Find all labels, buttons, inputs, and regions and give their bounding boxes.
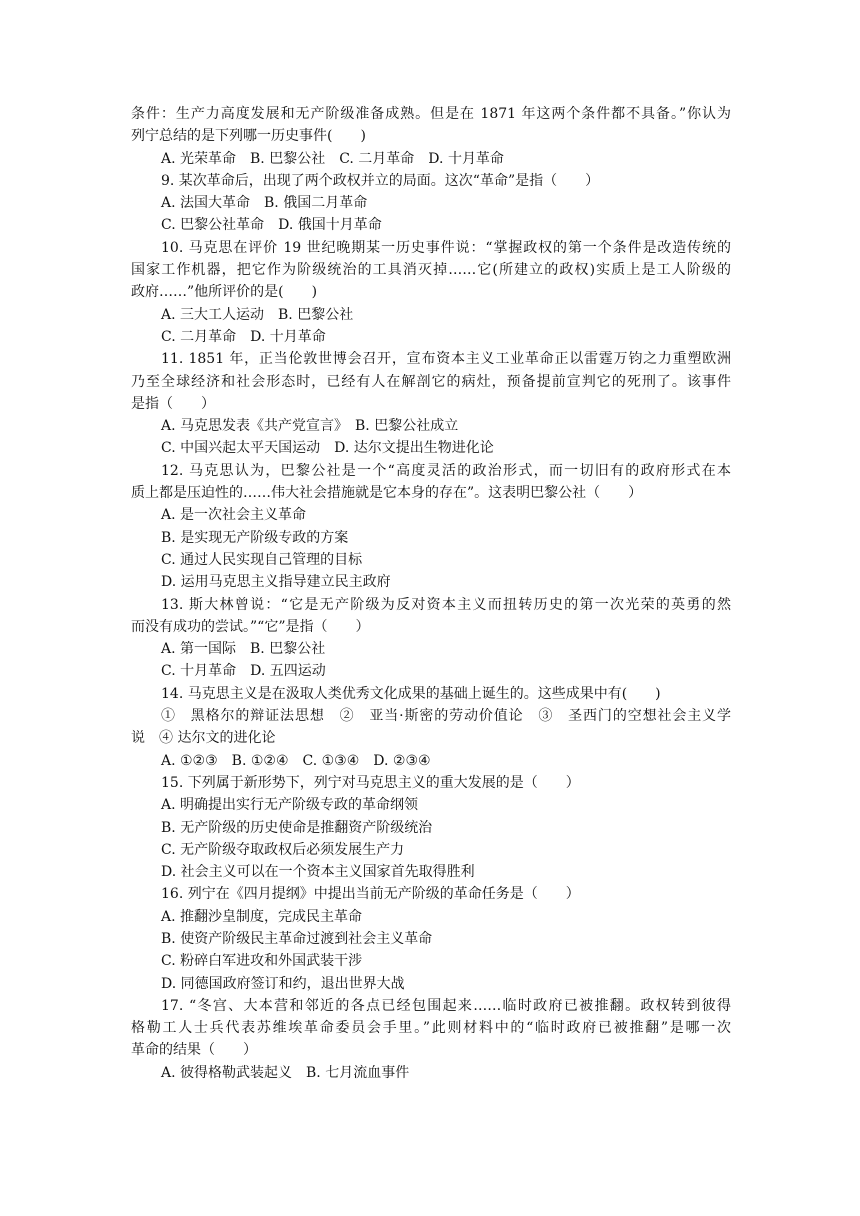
text-line: 条件：生产力高度发展和无产阶级准备成熟。但是在 1871 年这两个条件都不具备。”你认为 (131, 106, 731, 122)
text-line: A. 推翻沙皇制度，完成民主革命 (161, 908, 363, 925)
text-line: 乃至全球经济和社会形态时，已经有人在解剖它的病灶，预备提前宣判它的死刑了。该事件 (131, 373, 731, 390)
text-line: 15. 下列属于新形势下，列宁对马克思主义的重大发展的是（ ） (161, 774, 580, 791)
text-line: D. 社会主义可以在一个资本主义国家首先取得胜利 (161, 864, 475, 881)
text-line: 是指（ ） (131, 395, 215, 412)
text-line: 11. 1851 年，正当伦敦世博会召开，宣布资本主义工业革命正以雷霆万钧之力重塑欧洲 (161, 351, 731, 368)
text-line: B. 无产阶级的历史使命是推翻资产阶级统治 (161, 819, 433, 836)
text-line: 14. 马克思主义是在汲取人类优秀文化成果的基础上诞生的。这些成果中有( ) (161, 685, 661, 702)
text-line: B. 是实现无产阶级专政的方案 (161, 529, 349, 546)
text-line: A. 马克思发表《共产党宣言》 B. 巴黎公社成立 (161, 418, 459, 435)
text-line: D. 运用马克思主义指导建立民主政府 (161, 574, 391, 591)
text-line: 革命的结果（ ） (131, 1042, 257, 1059)
text-line: 说 ④ 达尔文的进化论 (131, 730, 276, 747)
text-line: D. 同德国政府签订和约，退出世界大战 (161, 975, 405, 992)
text-line: C. 二月革命 D. 十月革命 (161, 328, 326, 345)
text-line: 9. 某次革命后，出现了两个政权并立的局面。这次“革命”是指（ ） (161, 172, 600, 189)
document-page (131, 103, 731, 1084)
text-line: 质上都是压迫性的……伟大社会措施就是它本身的存在”。这表明巴黎公社（ ） (131, 485, 643, 502)
text-line: C. 十月革命 D. 五四运动 (161, 663, 326, 680)
text-line: 格勒工人士兵代表苏维埃革命委员会手里。”此则材料中的“临时政府已被推翻”是哪一次 (131, 1020, 731, 1037)
text-line: A. ①②③ B. ①②④ C. ①③④ D. ②③④ (161, 752, 431, 769)
text-line: A. 第一国际 B. 巴黎公社 (161, 641, 326, 658)
text-line: C. 粉碎白军进攻和外国武装干涉 (161, 953, 363, 970)
text-line: A. 法国大革命 B. 俄国二月革命 (161, 195, 368, 212)
text-line: B. 使资产阶级民主革命过渡到社会主义革命 (161, 930, 433, 947)
text-line: A. 是一次社会主义革命 (161, 507, 307, 524)
text-line: 政府……”他所评价的是( ) (131, 284, 318, 301)
text-line: 列宁总结的是下列哪一历史事件( ) (131, 128, 366, 145)
text-line: A. 明确提出实行无产阶级专政的革命纲领 (161, 797, 419, 814)
text-line: ① 黑格尔的辩证法思想 ② 亚当·斯密的劳动价值论 ③ 圣西门的空想社会主义学 (161, 708, 731, 725)
text-line: C. 通过人民实现自己管理的目标 (161, 551, 363, 568)
text-line: A. 彼得格勒武装起义 B. 七月流血事件 (161, 1064, 410, 1081)
text-line: 国家工作机器，把它作为阶级统治的工具消灭掉……它(所建立的政权)实质上是工人阶级的 (131, 262, 731, 279)
text-line: 12. 马克思认为，巴黎公社是一个“高度灵活的政治形式，而一切旧有的政府形式在本 (161, 462, 731, 479)
text-line: A. 光荣革命 B. 巴黎公社 C. 二月革命 D. 十月革命 (161, 150, 504, 167)
text-line: A. 三大工人运动 B. 巴黎公社 (161, 306, 354, 323)
text-line: 17. “冬宫、大本营和邻近的各点已经包围起来……临时政府已被推翻。政权转到彼得 (161, 997, 731, 1014)
text-line: C. 无产阶级夺取政权后必须发展生产力 (161, 841, 405, 858)
text-line: 16. 列宁在《四月提纲》中提出当前无产阶级的革命任务是（ ） (161, 886, 580, 903)
text-line: 10. 马克思在评价 19 世纪晚期某一历史事件说：“掌握政权的第一个条件是改造传统的 (161, 239, 731, 256)
text-line: 13. 斯大林曾说：“它是无产阶级为反对资本主义而扭转历史的第一次光荣的英勇的然 (161, 596, 731, 613)
text-line: 而没有成功的尝试。”“它”是指（ ） (131, 618, 370, 635)
text-line: C. 巴黎公社革命 D. 俄国十月革命 (161, 217, 382, 234)
text-line: C. 中国兴起太平天国运动 D. 达尔文提出生物进化论 (161, 440, 494, 457)
